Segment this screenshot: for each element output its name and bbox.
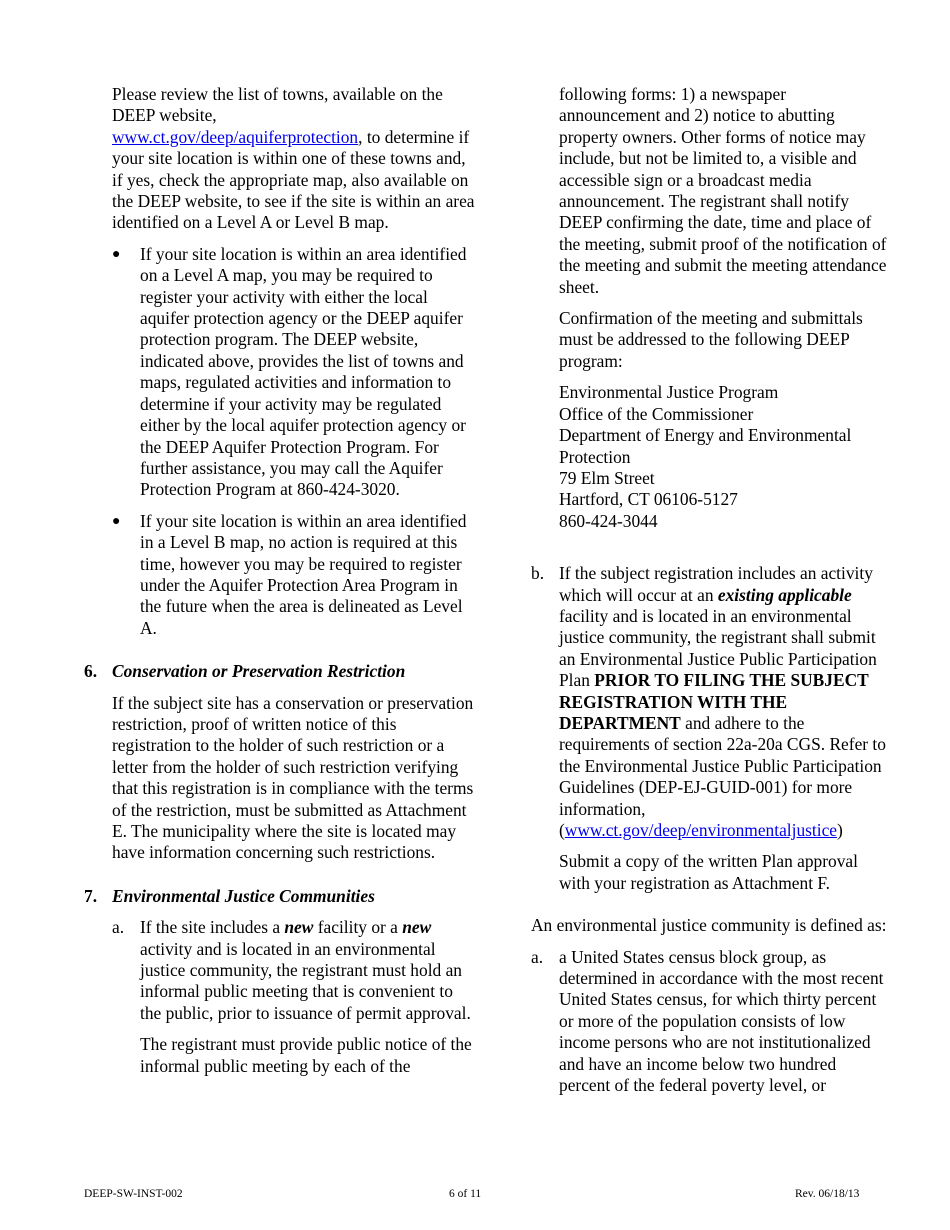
- address-line: Office of the Commissioner: [559, 403, 754, 424]
- section-number: 6.: [84, 661, 98, 682]
- footer-revision: Rev. 06/18/13: [795, 1188, 860, 1200]
- level-a-bullet: [84, 244, 476, 501]
- address-line: Protection: [559, 446, 631, 467]
- bullet-dot-icon: ●: [112, 246, 121, 262]
- address-line: 79 Elm Street: [559, 467, 655, 488]
- bullet-text: If your site location is within an area identified on a Level A map, you may be required to register your activity with either the local aquifer protection agency or the DEEP aquifer protection program. The DEEP website, indicated above, provides the list of towns and maps, regulated activities and information to determine if your activity may be regulated either by the local aquifer protection agency or the DEEP Aquifer Protection Program. For further assistance, you may call the Aquifer Protection Program at 860-424-3020.: [140, 243, 467, 500]
- item-letter: a.: [112, 917, 125, 938]
- item-text: activity and is located in an environmental justice community, the registrant must hold an informal public meeting that is convenient to the public, prior to issuance of permit approval.: [140, 938, 471, 1023]
- emphasis-existing-applicable: existing applicable: [717, 584, 852, 605]
- bullet-text: If your site location is within an area identified in a Level B map, no action is required at this time, however you may be required to register under the Aquifer Protection Area Program in the future when the area is delineated as Level A.: [140, 510, 467, 638]
- level-b-bullet: [84, 511, 476, 639]
- item-letter: a.: [531, 946, 544, 967]
- section-title: Environmental Justice Communities: [112, 885, 375, 906]
- definition-intro: An environmental justice community is defined as:: [531, 915, 887, 936]
- environmental-justice-link[interactable]: www.ct.gov/deep/environmentaljustice: [564, 820, 838, 840]
- phone-number: 860-424-3044: [559, 510, 658, 531]
- public-notice-paragraph-start: The registrant must provide public notice of the informal public meeting by each of the: [140, 1034, 472, 1076]
- intro-text-2: , to determine if your site location is within one of these towns and, if yes, check the appropriate map, also available on the DEEP website, to see if the site is within an area identified on a Level A or Level B map.: [112, 126, 475, 233]
- left-column: [84, 84, 476, 1077]
- footer-doc-id: DEEP-SW-INST-002: [84, 1188, 183, 1200]
- item-text: and adhere to the requirements of section 22a-20a CGS. Refer to the Environmental Justice Public Participation Guidelines (DEP-EJ-GUID-001) for more information, (: [559, 712, 886, 840]
- aquifer-intro-paragraph: [84, 84, 476, 234]
- footer-page-number: 6 of 11: [449, 1188, 482, 1200]
- item-text: facility and is located in an environmental justice community, the registrant shall submit an Environmental Justice Public Participation Plan: [559, 605, 877, 691]
- intro-text-1: Please review the list of towns, available on the DEEP website,: [112, 84, 443, 126]
- right-column: [531, 84, 887, 1106]
- section-number: 7.: [84, 885, 98, 906]
- emphasis-prior-to-filing: PRIOR TO FILING THE SUBJECT REGISTRATION WITH THE DEPARTMENT: [559, 670, 869, 733]
- definition-item-a: [531, 947, 887, 1097]
- address-line: Hartford, CT 06106-5127: [559, 489, 738, 510]
- emphasis-new: new: [284, 917, 314, 938]
- section-7-item-a: [84, 917, 476, 1024]
- bullet-dot-icon: ●: [112, 513, 121, 529]
- section-6-heading: [84, 661, 476, 682]
- section-title: Conservation or Preservation Restriction: [112, 661, 406, 682]
- item-letter: b.: [531, 563, 545, 584]
- submit-copy-paragraph: Submit a copy of the written Plan approval with your registration as Attachment F.: [559, 851, 858, 893]
- item-text: ): [837, 820, 843, 840]
- mailing-address: [531, 382, 887, 532]
- section-6-body: If the subject site has a conservation or preservation restriction, proof of written notice of this registration to the holder of such restriction or a letter from the holder of such restriction verifying that this registration is in compliance with the terms of the restriction, must be submitted as Attachment E. The municipality where the site is located may have information concerning such restrictions.: [112, 692, 474, 863]
- address-line: Environmental Justice Program: [559, 382, 779, 403]
- section-7-heading: [84, 886, 476, 907]
- public-notice-paragraph-cont: following forms: 1) a newspaper announcement and 2) notice to abutting property owners. Other forms of notice may include, but not be limited to, a visible and accessible sign or a broadcast media announcement. The registrant shall notify DEEP confirming the date, time and place of the meeting, submit proof of the notification of the meeting and submit the meeting attendance sheet.: [559, 84, 887, 297]
- confirmation-paragraph: Confirmation of the meeting and submittals must be addressed to the following DEEP program:: [559, 308, 863, 371]
- item-text: a United States census block group, as determined in accordance with the most recent United States census, for which thirty percent or more of the population consists of low income persons who are not institutionalized and have an income below two hundred percent of the federal poverty level, or: [559, 946, 884, 1096]
- section-7-item-b: [531, 563, 887, 841]
- aquifer-protection-link[interactable]: www.ct.gov/deep/aquiferprotection: [112, 126, 359, 147]
- item-text: If the site includes a: [140, 917, 285, 938]
- item-text: If the subject registration includes an activity which will occur at an: [559, 563, 873, 605]
- item-text: facility or a: [313, 917, 403, 938]
- address-line: Department of Energy and Environmental: [559, 425, 852, 446]
- emphasis-new: new: [402, 917, 432, 938]
